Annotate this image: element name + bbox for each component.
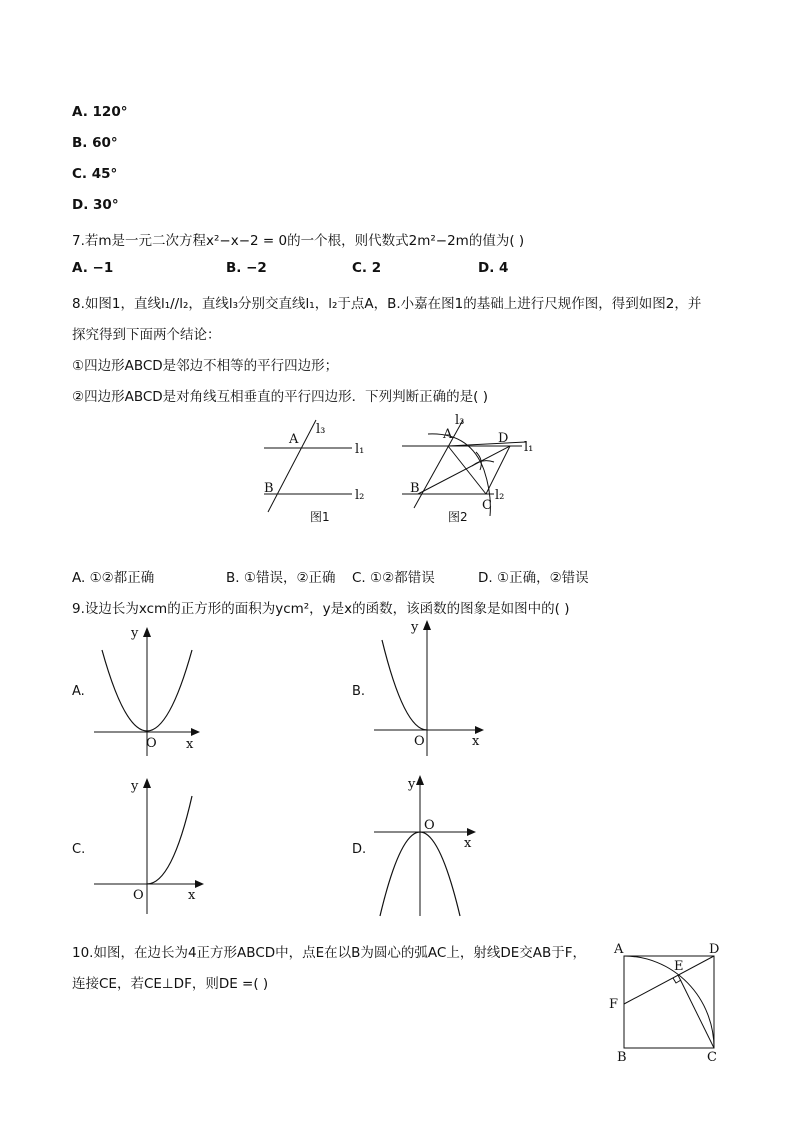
fig2-label-a: A [443, 427, 453, 442]
q8-option-c: C. ①②都错误 [352, 570, 435, 586]
q9-graph-d-x-label: x [464, 836, 472, 851]
q10-label-c: C [707, 1050, 717, 1065]
fig1-label-l1: l₁ [355, 442, 365, 457]
q9-graph-d-label: D. [352, 842, 367, 857]
q10-label-e: E [674, 959, 684, 974]
q10-stem-line2: 连接CE，若CE⊥DF，则DE =( ) [72, 976, 269, 992]
q10-arc-ac [624, 956, 714, 1048]
fig1-label-a: A [289, 432, 299, 447]
fig2-label-d: D [498, 431, 509, 446]
q9-graph-b-y-label: y [411, 620, 419, 635]
q10-square [624, 956, 714, 1048]
q6-option-c: C. 45° [72, 166, 118, 182]
fig2-label-l2: l₂ [495, 488, 505, 503]
q9-graph-c-x-label: x [188, 888, 196, 903]
q8-option-d: D. ①正确，②错误 [478, 570, 589, 586]
q7-stem: 7.若m是一元二次方程x²−x−2 = 0的一个根，则代数式2m²−2m的值为( ) [72, 233, 525, 249]
q8-stem-line1: 8.如图1，直线l₁//l₂，直线l₃分别交直线l₁，l₂于点A，B.小嘉在图1的基础上进行尺规作图，得到如图2，并 [72, 296, 702, 312]
fig2-label-c: C [482, 498, 492, 513]
q9-graph-d-y-label: y [408, 777, 416, 792]
q7-option-c: C. 2 [352, 260, 382, 276]
q6-option-b: B. 60° [72, 135, 118, 151]
fig1-caption: 图1 [310, 510, 330, 524]
q9-graph-b-x-label: x [472, 734, 480, 749]
q9-graph-a-origin: O [146, 736, 157, 751]
q8-conclusion-1: ①四边形ABCD是邻边不相等的平行四边形； [72, 358, 339, 374]
q9-graph-d-origin: O [424, 818, 435, 833]
fig2-label-l1: l₁ [524, 440, 534, 455]
q10-ray-df [624, 956, 714, 1004]
q9-graph-a-label: A. [72, 684, 85, 699]
q6-option-a: A. 120° [72, 104, 128, 120]
q8-stem-line2: 探究得到下面两个结论： [72, 327, 221, 343]
fig1-label-b: B [264, 481, 274, 496]
q8-conclusion-2: ②四边形ABCD是对角线互相垂直的平行四边形．下列判断正确的是( ) [72, 389, 489, 405]
fig2-label-l3: l₃ [455, 413, 465, 428]
q9-graph-a-y-label: y [131, 626, 139, 641]
q7-option-a: A. −1 [72, 260, 114, 276]
q8-option-b: B. ①错误，②正确 [226, 570, 336, 586]
fig1-label-l2: l₂ [355, 488, 365, 503]
fig1-label-l3: l₃ [316, 422, 326, 437]
q8-option-a: A. ①②都正确 [72, 570, 155, 586]
fig2-label-b: B [410, 481, 420, 496]
q10-label-b: B [617, 1050, 627, 1065]
q7-option-d: D. 4 [478, 260, 509, 276]
q9-stem: 9.设边长为xcm的正方形的面积为ycm²，y是x的函数，该函数的图象是如图中的( ) [72, 601, 570, 617]
q9-graph-c-origin: O [133, 888, 144, 903]
q10-label-d: D [709, 942, 720, 957]
q9-graph-b-label: B. [352, 684, 366, 699]
q10-stem-line1: 10.如图，在边长为4正方形ABCD中，点E在以B为圆心的弧AC上，射线DE交AB于F， [72, 945, 587, 961]
q9-graph-c-label: C. [72, 842, 86, 857]
fig2-caption: 图2 [448, 510, 468, 524]
q9-graph-b-origin: O [414, 734, 425, 749]
q10-label-f: F [609, 997, 619, 1012]
q10-label-a: A [614, 942, 624, 957]
q7-option-b: B. −2 [226, 260, 267, 276]
q9-graph-c-y-label: y [131, 779, 139, 794]
q10-segment-ce [678, 975, 714, 1048]
q6-option-d: D. 30° [72, 197, 119, 213]
q9-graph-a-x-label: x [186, 737, 194, 752]
